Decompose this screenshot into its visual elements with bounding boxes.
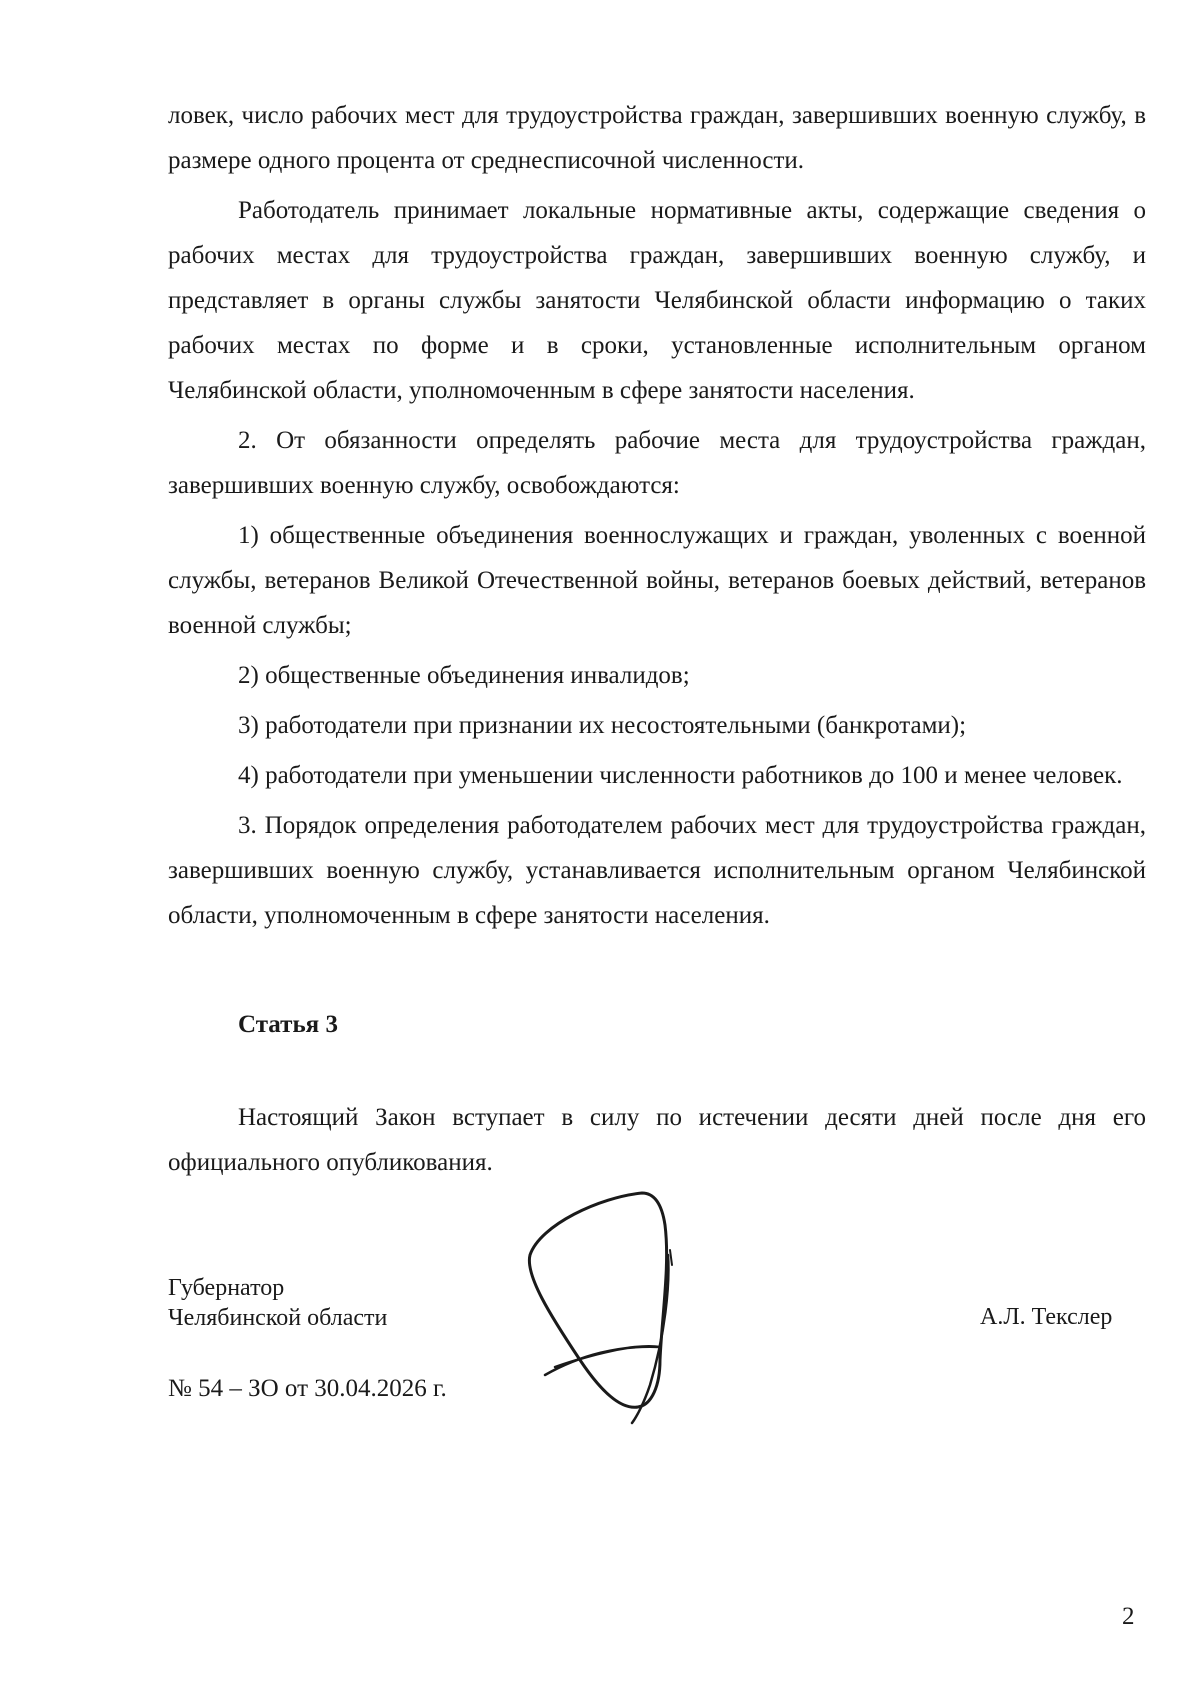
paragraph-employer-acts: Работодатель принимает локальные нормативные акты, содержащие сведения о рабочих местах для трудоустройства граждан, завершивших военную службу, и представляет в органы службы занятости Челябинской области информацию о таких рабочих местах по форме и в сроки, установленные исполнительным органом Челябинской области, уполномоченным в сфере занятости населения. — [168, 197, 1146, 404]
signer-title-line2: Челябинской области — [168, 1305, 388, 1331]
law-number: № 54 – ЗО от 30.04.2026 г. — [168, 1375, 447, 1402]
paragraph-continuation: ловек, число рабочих мест для трудоустройства граждан, завершивших военную службу, в размере одного процента от среднесписочной численности. — [168, 102, 1146, 174]
paragraph-exemptions-intro: 2. От обязанности определять рабочие места для трудоустройства граждан, завершивших военную службу, освобождаются: — [168, 427, 1146, 499]
list-item-exemption-4: 4) работодатели при уменьшении численности работников до 100 и менее человек. — [238, 762, 1123, 789]
article-text: Настоящий Закон вступает в силу по истечении десяти дней после дня его официального опубликования. — [168, 1104, 1146, 1176]
handwritten-signature — [520, 1185, 730, 1430]
body-text — [168, 93, 1146, 943]
signer-title-line1: Губернатор — [168, 1275, 285, 1301]
list-item-exemption-2: 2) общественные объединения инвалидов; — [238, 662, 690, 689]
list-item-exemption-1: 1) общественные объединения военнослужащих и граждан, уволенных с военной службы, ветеранов Великой Отечественной войны, ветеранов боевых действий, ветеранов военной службы; — [168, 522, 1146, 639]
list-item-exemption-3: 3) работодатели при признании их несостоятельными (банкротами); — [238, 712, 967, 739]
signer-title — [168, 1273, 387, 1333]
signer-name: А.Л. Текслер — [980, 1304, 1113, 1330]
paragraph-procedure: 3. Порядок определения работодателем рабочих мест для трудоустройства граждан, завершивших военную службу, устанавливается исполнительным органом Челябинской области, уполномоченным в сфере занятости населения. — [168, 812, 1146, 929]
page-number: 2 — [1122, 1603, 1135, 1630]
article-heading: Статья 3 — [238, 1011, 338, 1038]
